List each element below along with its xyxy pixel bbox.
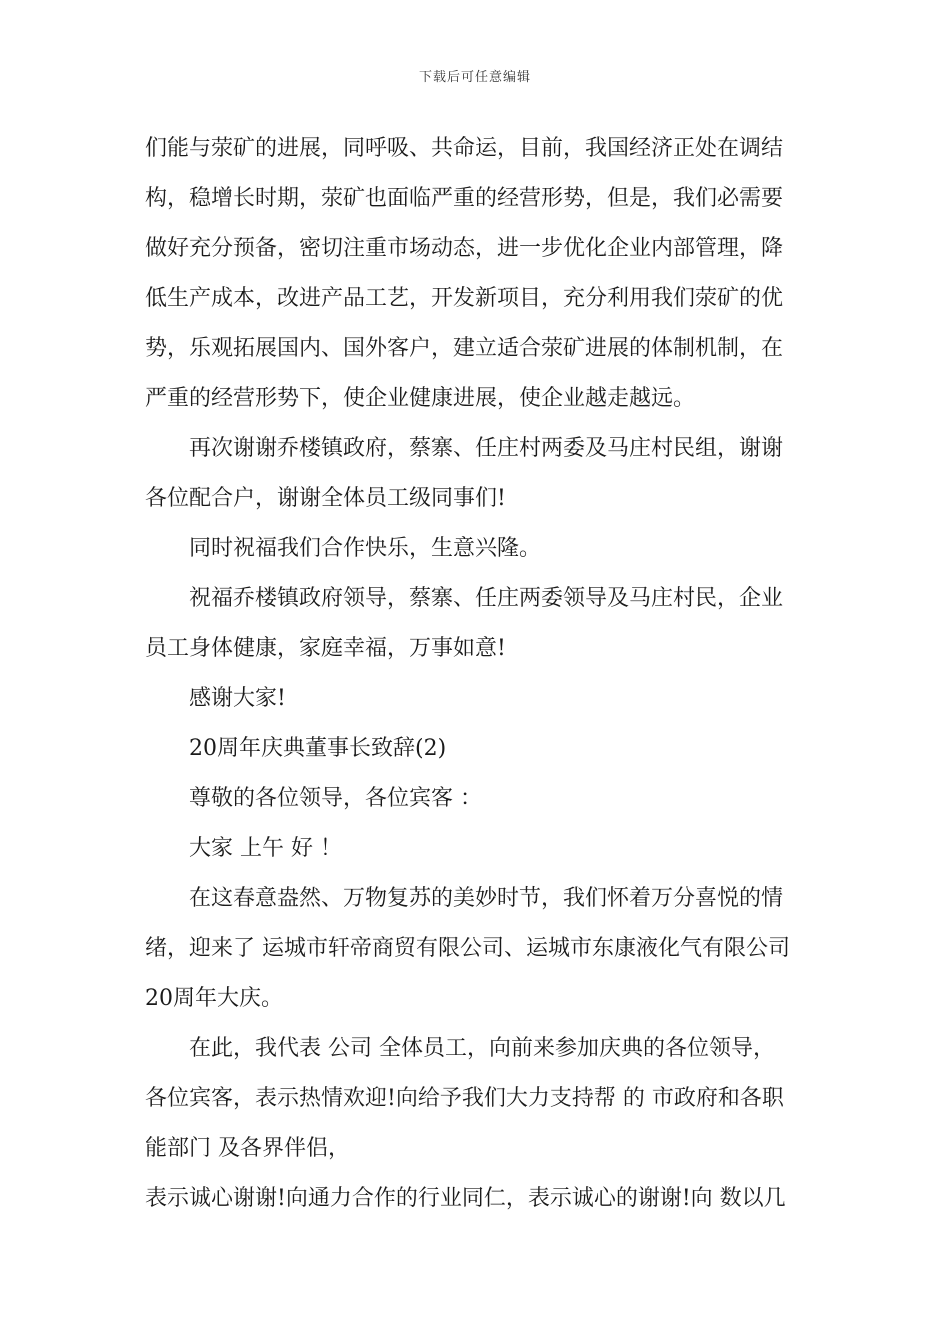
page-header: 下载后可任意编辑: [418, 70, 531, 85]
text-line: 能部门 及各界伴侣，: [145, 1136, 350, 1161]
text-line: 绪，迎来了 运城市轩帝商贸有限公司、运城市东康液化气有限公司: [145, 936, 790, 961]
text-line: 低生产成本，改进产品工艺，开发新项目，充分利用我们荥矿的优: [145, 286, 784, 311]
paragraph-start-line: 祝福乔楼镇政府领导，蔡寨、任庄两委领导及马庄村民，企业: [189, 586, 784, 611]
paragraph-start-line: 在这春意盎然、万物复苏的美妙时节，我们怀着万分喜悦的情: [189, 886, 784, 911]
text-line: 20周年大庆。: [145, 986, 283, 1011]
text-line: 员工身体健康，家庭幸福，万事如意!: [145, 636, 506, 661]
document-body: [145, 124, 810, 1224]
paragraph-start-line: 同时祝福我们合作快乐，生意兴隆。: [189, 536, 542, 561]
text-line: 严重的经营形势下，使企业健康进展，使企业越走越远。: [145, 386, 696, 411]
salutation: 尊敬的各位领导，各位宾客 ：: [189, 786, 482, 811]
text-line: 各位配合户，谢谢全体员工级同事们!: [145, 486, 506, 511]
greeting: 大家 上午 好 ！: [189, 836, 342, 861]
paragraph-start-line: 在此，我代表 公司 全体员工，向前来参加庆典的各位领导，: [189, 1036, 775, 1061]
text-line: 各位宾客，表示热情欢迎!向给予我们大力支持帮 的 市政府和各职: [145, 1086, 784, 1111]
text-line: 做好充分预备，密切注重市场动态，进一步优化企业内部管理，降: [145, 236, 784, 261]
text-line: 构，稳增长时期，荥矿也面临严重的经营形势，但是，我们必需要: [145, 186, 784, 211]
section-title: 20周年庆典董事长致辞(2): [189, 736, 447, 761]
paragraph-start-line: 再次谢谢乔楼镇政府，蔡寨、任庄村两委及马庄村民组，谢谢: [189, 436, 784, 461]
text-line: 表示诚心谢谢!向通力合作的行业同仁，表示诚心的谢谢!向 数以几: [145, 1186, 786, 1211]
text-line: 势，乐观拓展国内、国外客户，建立适合荥矿进展的体制机制，在: [145, 336, 784, 361]
text-line: 们能与荥矿的进展，同呼吸、共命运，目前，我国经济正处在调结: [145, 136, 784, 161]
paragraph-start-line: 感谢大家!: [189, 686, 286, 711]
